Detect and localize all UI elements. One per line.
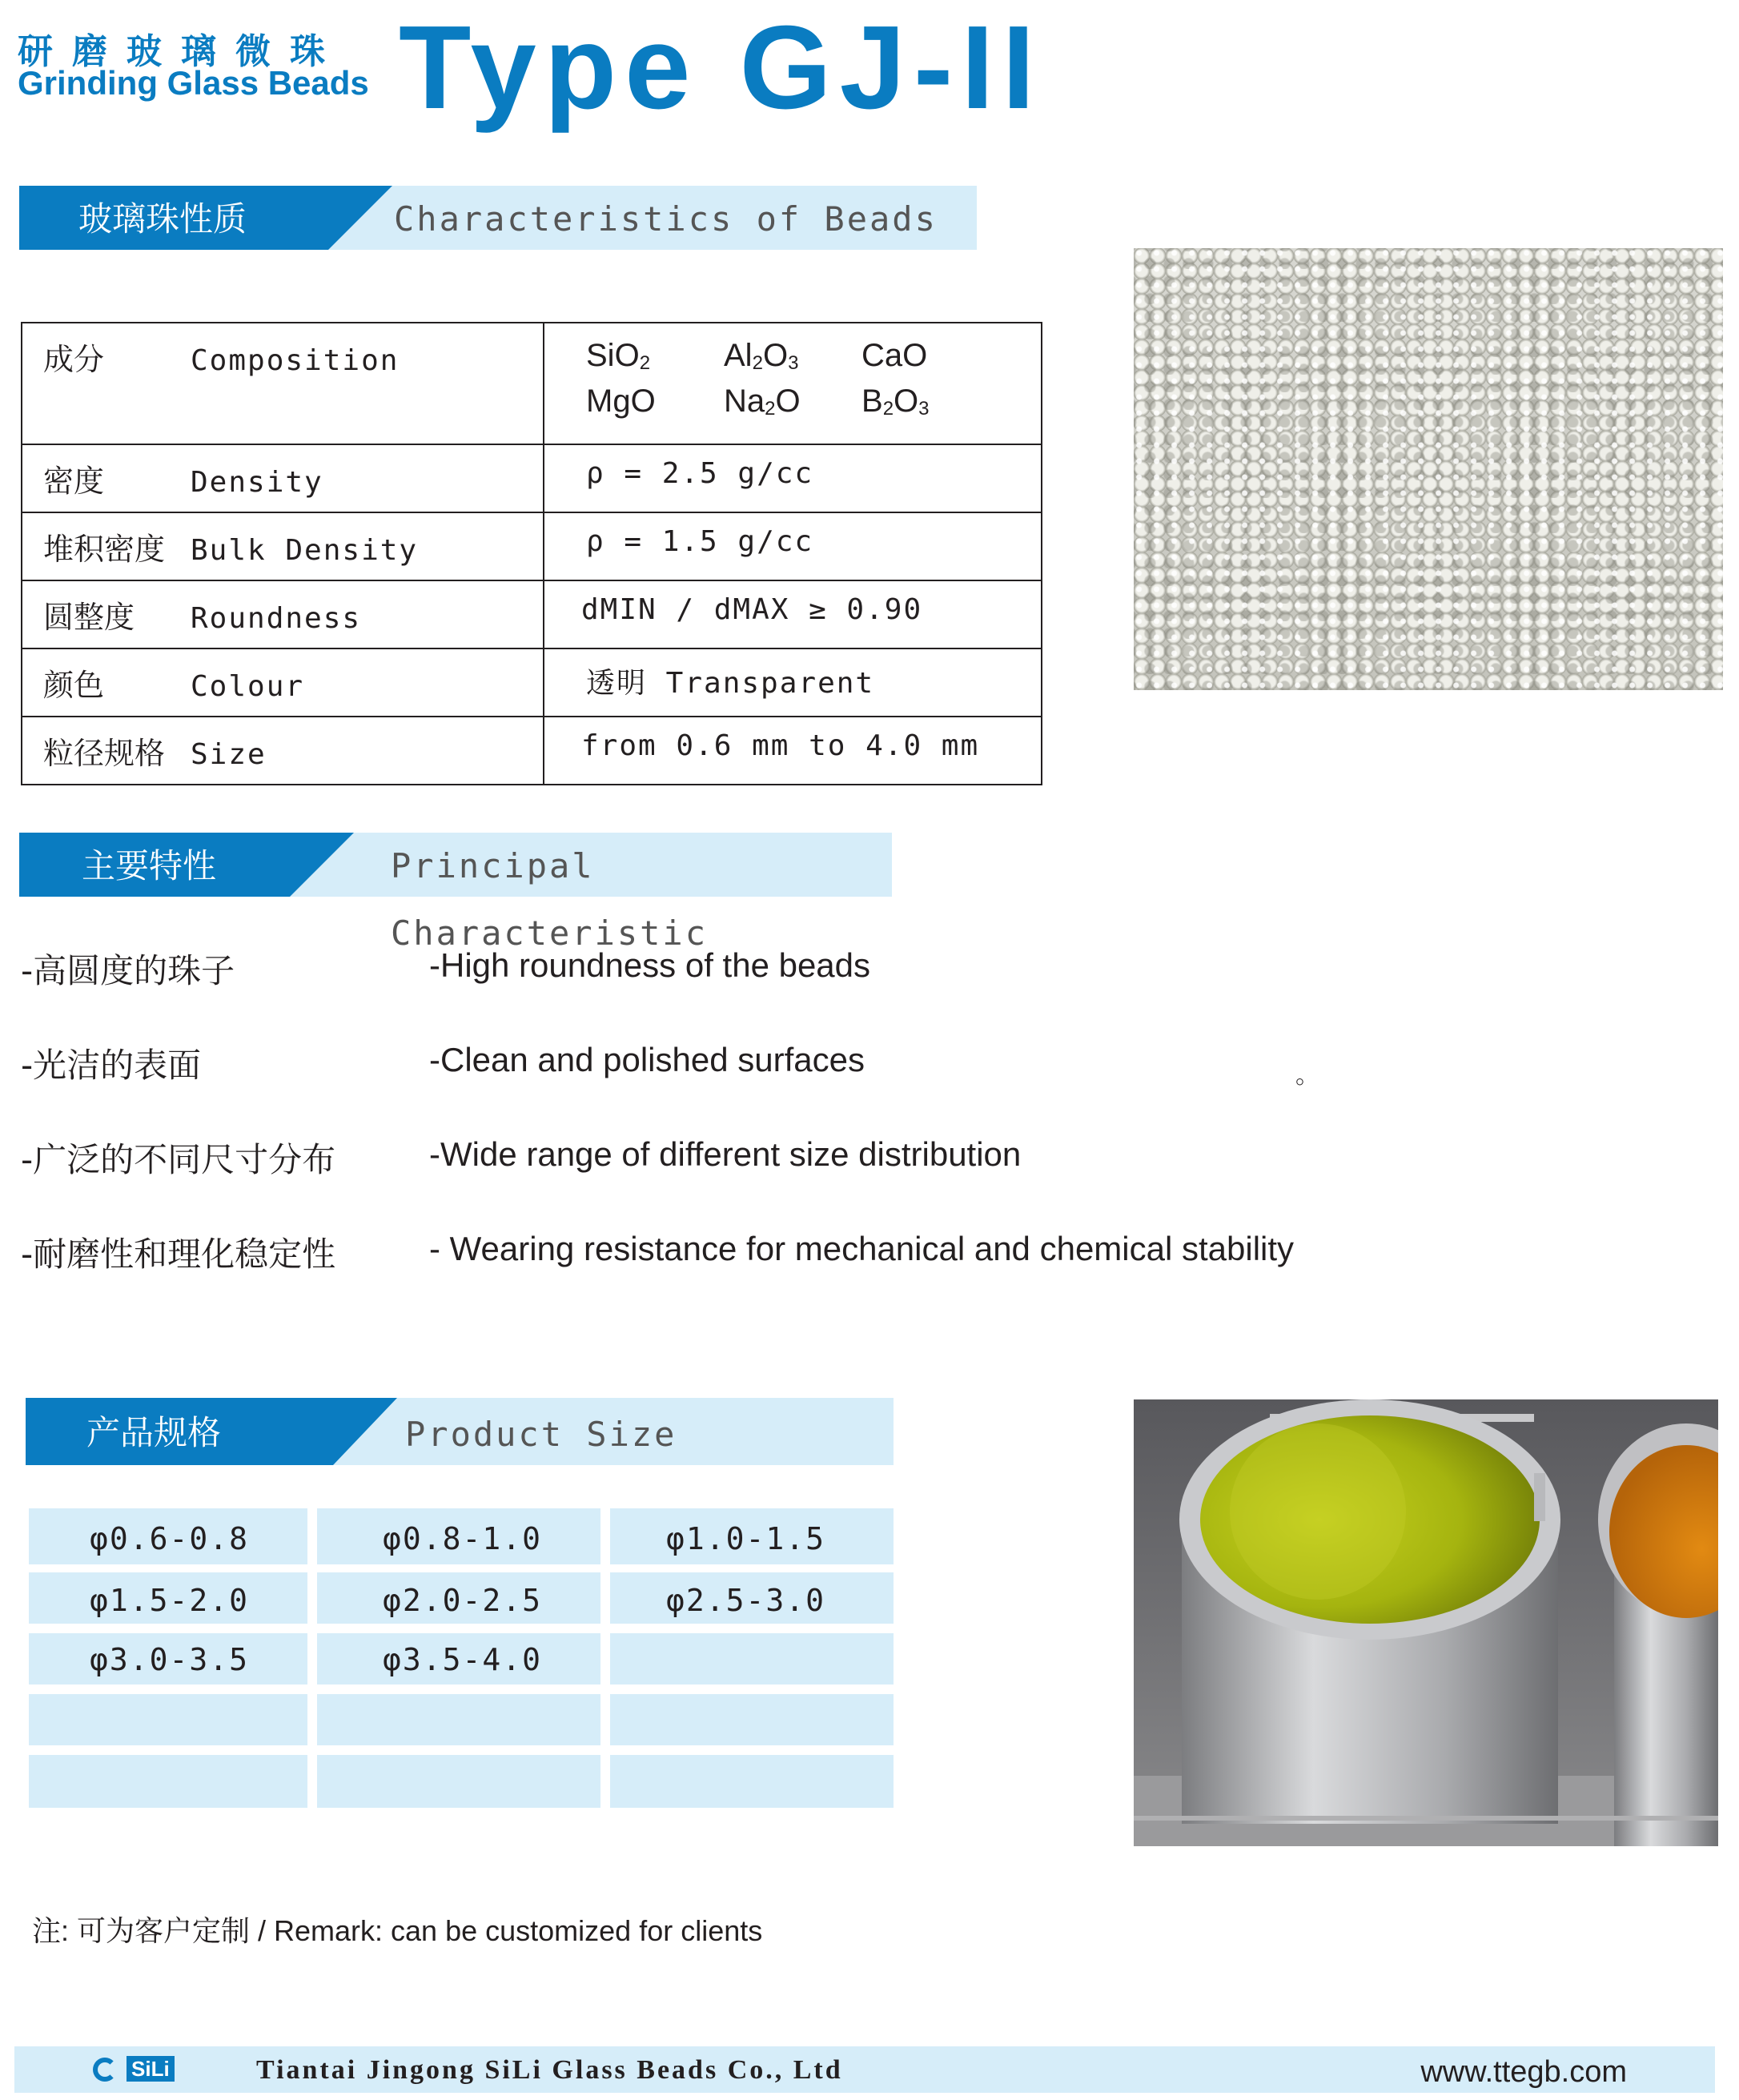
row-label-en: Size	[191, 738, 267, 771]
stray-mark: 。	[1295, 1062, 1319, 1090]
principal-banner-en: Principal Characteristic	[391, 846, 709, 953]
header-en-title: Grinding Glass Beads	[18, 64, 369, 102]
size-cell: φ3.5-4.0	[317, 1633, 600, 1684]
row-label-cn: 成分	[43, 342, 105, 377]
table-row	[22, 323, 1042, 444]
size-cell: φ1.0-1.5	[610, 1508, 894, 1564]
row-value: dMIN / dMAX ≥ 0.90	[581, 593, 923, 626]
table-row	[22, 648, 1042, 717]
feature-cn: -光洁的表面	[21, 1046, 202, 1085]
size-cell: φ0.8-1.0	[317, 1508, 600, 1564]
size-cell: φ0.6-0.8	[29, 1508, 307, 1564]
characteristics-banner	[19, 186, 977, 250]
row-label-en: Colour	[191, 670, 305, 703]
formula-al2o3: $Al_2O_3$	[724, 338, 799, 374]
row-label-cn: 粒径规格	[43, 736, 166, 771]
row-label-cn: 密度	[43, 464, 105, 499]
size-cell: φ3.0-3.5	[29, 1633, 307, 1684]
table-row	[22, 580, 1042, 648]
remark-text: 注: 可为客户定制 / Remark: can be customized for clients	[32, 1914, 763, 1947]
formula-sio2: SiO$_2$	[586, 338, 651, 374]
row-label-en: Roundness	[191, 602, 362, 635]
formula-na2o: $Na_2O$	[724, 383, 801, 420]
tank-illustration	[1134, 1399, 1718, 1846]
mixing-tank-photo	[1134, 1399, 1718, 1846]
principal-banner-cn: 主要特性	[82, 846, 217, 885]
sili-logo: SiLi	[127, 2056, 175, 2082]
row-label-en: Composition	[191, 344, 400, 377]
feature-cn: -高圆度的珠子	[21, 951, 235, 990]
size-cell	[610, 1755, 894, 1808]
product-type-title: Type GJ-II	[399, 2, 1043, 134]
characteristics-table	[21, 322, 1042, 785]
row-label-en: Bulk Density	[191, 534, 419, 567]
size-cell	[29, 1755, 307, 1808]
formula-b2o3: $B_2O_3$	[861, 383, 930, 420]
product-size-banner-cn: 产品规格	[86, 1413, 222, 1452]
formula-cao: CaO	[861, 338, 928, 373]
formula-mgo: MgO	[586, 383, 656, 419]
characteristics-banner-en: Characteristics of Beads	[394, 199, 938, 239]
size-cell	[317, 1694, 600, 1745]
row-label-cn: 堆积密度	[43, 532, 166, 567]
company-name: Tiantai Jingong SiLi Glass Beads Co., Ltd	[256, 2055, 843, 2085]
header-cn-title: 研磨玻璃微珠	[18, 31, 344, 72]
size-cell: φ2.0-2.5	[317, 1572, 600, 1624]
product-size-banner-en: Product Size	[405, 1415, 677, 1454]
swirl-logo-icon	[93, 2058, 117, 2082]
size-cell: φ1.5-2.0	[29, 1572, 307, 1624]
row-label-cn: 圆整度	[43, 600, 135, 635]
table-row	[22, 717, 1042, 785]
row-value: ρ = 1.5 g/cc	[586, 525, 814, 558]
feature-en: -Wide range of different size distribution	[429, 1135, 1022, 1173]
table-row	[22, 512, 1042, 580]
row-value: 透明 Transparent	[586, 667, 875, 700]
glass-beads-photo	[1134, 248, 1723, 690]
feature-cn: -耐磨性和理化稳定性	[21, 1235, 336, 1274]
feature-en: - Wearing resistance for mechanical and chemical stability	[429, 1230, 1295, 1267]
size-cell	[29, 1694, 307, 1745]
characteristics-banner-cn: 玻璃珠性质	[78, 199, 247, 239]
row-label-en: Density	[191, 466, 323, 499]
row-value: from 0.6 mm to 4.0 mm	[581, 729, 980, 762]
composition-list	[586, 335, 999, 420]
footer-bar	[14, 2046, 1715, 2093]
principal-banner	[19, 833, 892, 953]
website-link[interactable]: www.ttegb.com	[1420, 2055, 1627, 2089]
size-cell	[610, 1694, 894, 1745]
feature-en: -Clean and polished surfaces	[429, 1041, 865, 1078]
size-cell: φ2.5-3.0	[610, 1572, 894, 1624]
table-row	[22, 444, 1042, 512]
feature-en: -High roundness of the beads	[429, 946, 871, 984]
row-label-cn: 颜色	[43, 668, 105, 703]
size-cell	[610, 1633, 894, 1684]
size-cell	[317, 1755, 600, 1808]
product-size-banner	[26, 1398, 894, 1465]
row-value: ρ = 2.5 g/cc	[586, 457, 814, 490]
feature-cn: -广泛的不同尺寸分布	[21, 1140, 336, 1179]
